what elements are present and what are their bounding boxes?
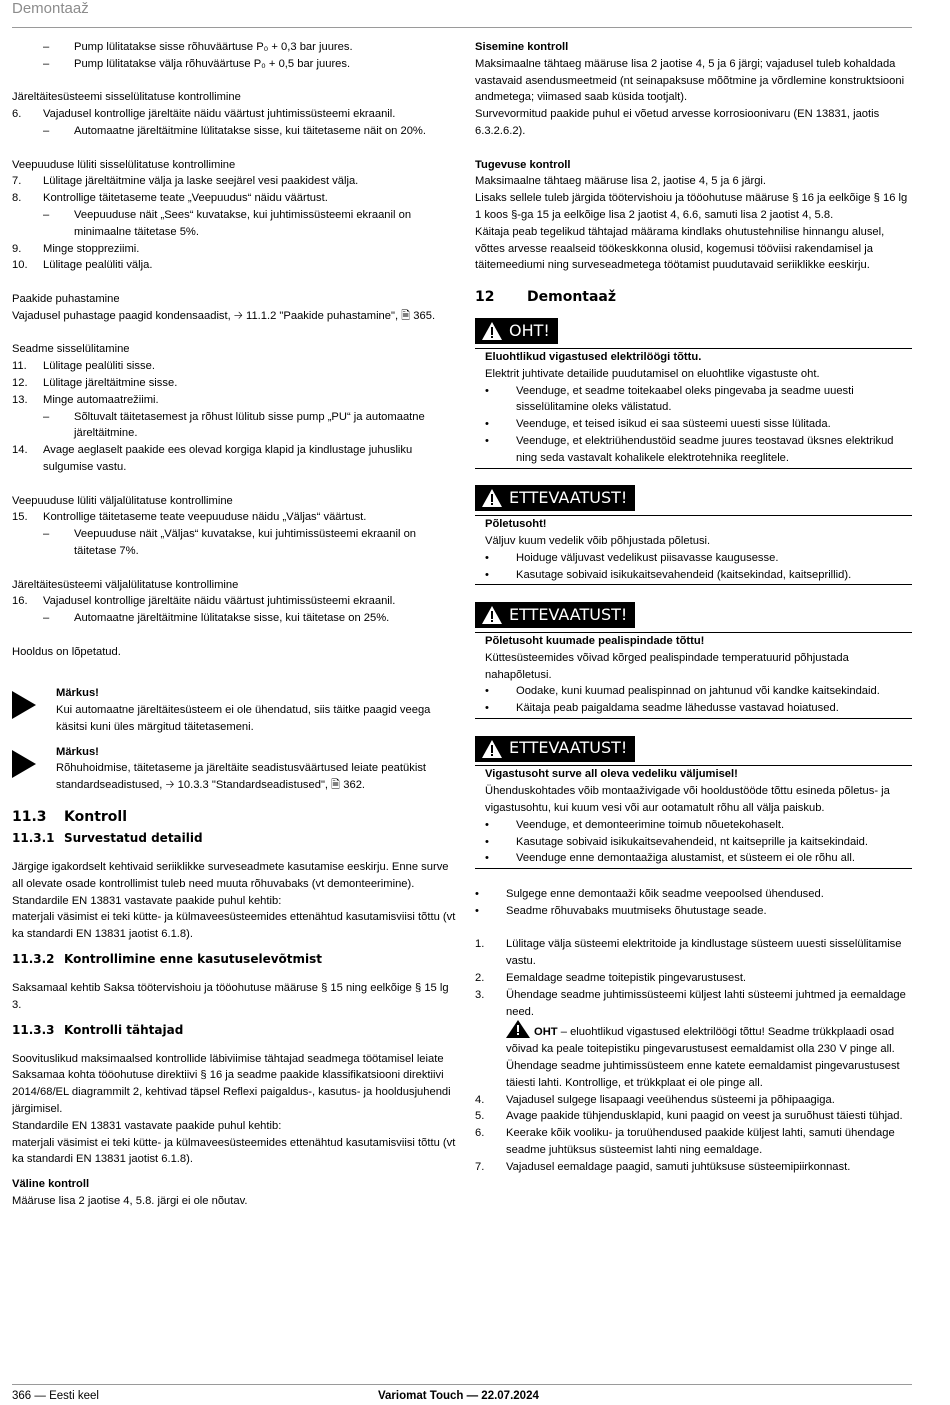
step-item: 3. Ühendage seadme juhtimissüsteemi küljest lahti süsteemi juhtmed ja eemaldage need. xyxy=(475,988,906,1018)
warning-triangle-icon xyxy=(481,605,503,625)
warning-text: Väljuv kuum vedelik võib põhjustada põletusi. xyxy=(485,534,711,547)
list-item: – Pump lülitatakse sisse rõhuväärtuse P₀ + 0,3 bar juures. xyxy=(43,41,353,53)
section-heading: 11.3 Kontroll xyxy=(12,809,127,826)
paragraph: materjali väsimist ei teki kütte- ja külmaveesüsteemides ettenähtud kasutamisviisi tõttu (vt ka standardi EN 13831 jaotist 6.1.8). xyxy=(12,911,456,941)
paragraph: Maksimaalne tähtaeg määruse lisa 2, jaotise 4, 5 ja 6 järgi. xyxy=(475,175,767,188)
step-item: 12. Lülitage järeltäitmine sisse. xyxy=(12,376,178,389)
section-heading: 12 Demontaaž xyxy=(475,289,617,306)
list-item: • Kasutage sobivaid isikukaitsevahendeid (kaitsekindad, kaitseprillid). xyxy=(485,568,852,581)
step-item: 11. Lülitage pealüliti sisse. xyxy=(12,360,155,373)
list-item: • Veenduge, et demonteerimine toimub nõuetekohaselt. xyxy=(485,818,785,831)
list-item: • Veenduge, et elektriühendustöid seadme juures teostavad üksnes elektrikud ning seda vastavalt kohalikele elektrotehnika reeglitele. xyxy=(485,434,894,464)
warning-text: Elektrit juhtivate detailide puudutamisel on eluohtlike vigastuste oht. xyxy=(485,367,820,380)
subsection-heading: 11.3.3 Kontrolli tähtajad xyxy=(12,1022,184,1037)
caution-warning-block xyxy=(475,485,912,585)
list-item: – Veepuuduse näit „Sees“ kuvatakse, kui juhtimissüsteemi ekraanil on minimaalne täitetase 5%. xyxy=(43,208,412,238)
warning-triangle-icon xyxy=(506,1020,530,1038)
step-item: 16. Vajadusel kontrollige järeltäite näidu väärtust juhtimissüsteemi ekraanil. xyxy=(12,595,396,608)
warning-label: ETTEVAATUST! xyxy=(475,485,635,511)
step-item: 2. Eemaldage seadme toitepistik pingevarustusest. xyxy=(475,972,747,985)
maintenance-done-text: Hooldus on lõpetatud. xyxy=(12,645,121,658)
step-item: 5. Avage paakide tühjendusklapid, kuni paagid on veest ja suruõhust täiesti tühjad. xyxy=(475,1110,903,1123)
subheading: Sisemine kontroll xyxy=(475,41,569,53)
note-text: Rõhuhoidmise, täitetaseme ja järeltäite seadistusväärtused leiate peatükist standardseadistused, 🡢 10.3.3 "Standardseadistused", 🗎 362. xyxy=(56,762,427,792)
warning-title: Eluohtlikud vigastused elektrilöögi tõttu. xyxy=(485,350,702,363)
step-item: 14. Avage aeglaselt paakide ees olevad korgiga klapid ja kindlustage juhusliku sulgumise vastu. xyxy=(12,444,413,473)
list-item: • Veenduge enne demontaažiga alustamist, et süsteem ei ole rõhu all. xyxy=(485,852,855,865)
subsection-heading: 11.3.2 Kontrollimine enne kasutuselevõtmist xyxy=(12,952,323,967)
list-item: • Sulgege enne demontaaži kõik seadme veepoolsed ühendused. xyxy=(475,888,824,901)
step-item: 10. Lülitage pealüliti välja. xyxy=(12,259,153,272)
cross-reference: Vajadusel puhastage paagid kondensaadist, 🡢 11.1.2 "Paakide puhastamine", 🗎 365. xyxy=(12,309,436,322)
link-arrow-icon: 🡢 xyxy=(165,779,175,792)
paragraph: Määruse lisa 2 jaotise 4, 5.8. järgi ei ole nõutav. xyxy=(12,1195,248,1208)
warning-label: OHT! xyxy=(475,318,558,344)
subheading: Väline kontroll xyxy=(12,1178,90,1191)
warning-triangle-icon xyxy=(481,321,503,341)
subheading: Seadme sisselülitamine xyxy=(12,343,130,356)
link-arrow-icon: 🡢 xyxy=(233,309,243,322)
list-item: • Veenduge, et teised isikud ei saa süsteemi uuesti sisse lülitada. xyxy=(485,418,831,431)
list-item: – Veepuuduse näit „Väljas“ kuvatakse, kui juhtimissüsteemi ekraanil on täitetase 7%. xyxy=(43,528,417,557)
list-item: • Käitaja peab paigaldama seadme lähedusse vastavad hoiatused. xyxy=(485,702,839,715)
step-item: 6. Vajadusel kontrollige järeltäite näidu väärtust juhtimissüsteemi ekraanil. xyxy=(12,108,396,121)
subheading: Järeltäitesüsteemi sisselülitatuse kontrollimine xyxy=(12,91,241,104)
subheading: Tugevuse kontroll xyxy=(475,158,571,171)
subheading: Veepuuduse lüliti sisselülitatuse kontrollimine xyxy=(12,158,236,171)
caution-warning-block xyxy=(475,736,912,870)
left-column xyxy=(12,39,457,1210)
warning-label: ETTEVAATUST! xyxy=(475,602,635,628)
warning-title: Põletusoht! xyxy=(485,518,547,531)
paragraph: Käitaja peab tegelikud tähtajad määrama kindlaks ohutustehnilise hinnangu alusel, võttes arvesse reaalseid töökeskkonna olusid, kogemusi tööviisi rakendamisel ja täitemeediumi ning surveseadmetega töötamist puudutavaid seriiklikke eeskirju. xyxy=(475,225,885,272)
danger-warning-block xyxy=(475,318,912,468)
warning-text: Ühenduskohtades võib montaaživigade või hooldustööde tõttu esineda põletus- ja vigastusohtu, kui kuum vesi või aur ootamatult rõhu all välja paiskub. xyxy=(485,785,890,815)
header-divider xyxy=(12,27,912,28)
note-block xyxy=(12,685,457,735)
list-item: – Automaatne järeltäitmine lülitatakse sisse, kui täitetaseme näit on 20%. xyxy=(43,124,426,137)
inline-warning: OHT – eluohtlikud vigastused elektrilöögi tõttu! Seadme trükkplaadi osad võivad ka peale toitepistiku pingevarustusest eemaldamist olla 230 V pinge all. Ühendage seadme juhtimissüsteem enne katete eemaldamist pingevarustusest täiesti lahti. Kontrollige, et trükkplaat ei ole pinge all. xyxy=(475,1020,912,1091)
step-item: 7. Lülitage järeltäitmine välja ja laske seejärel vesi paakidest välja. xyxy=(12,175,359,188)
xref-link[interactable]: 11.1.2 "Paakide puhastamine", xyxy=(246,309,399,322)
footer-divider xyxy=(12,1384,912,1385)
note-arrow-icon xyxy=(12,691,36,719)
list-item: – Pump lülitatakse välja rõhuväärtuse P₀ + 0,5 bar juures. xyxy=(43,57,351,70)
warning-triangle-icon xyxy=(481,739,503,759)
subsection-heading: 11.3.1 Survestatud detailid xyxy=(12,831,203,846)
step-item: 15. Kontrollige täitetaseme teate veepuuduse näidu „Väljas“ väärtust. xyxy=(12,511,367,524)
paragraph: Standardile EN 13831 vastavate paakide puhul kehtib: xyxy=(12,1119,282,1132)
note-text: Kui automaatne järeltäitesüsteem ei ole ühendatud, siis täitke paagid veega käsitsi kuni üles märgitud täitetasemeni. xyxy=(56,704,431,733)
page-ref-link[interactable]: 362. xyxy=(343,779,366,792)
subheading: Järeltäitesüsteemi väljalülitatuse kontrollimine xyxy=(12,578,239,591)
warning-text: Küttesüsteemides võivad kõrged pealispindade temperatuurid põhjustada nahapõletusi. xyxy=(485,651,849,681)
list-item: • Oodake, kuni kuumad pealispinnad on jahtunud või kandke kaitsekindaid. xyxy=(485,685,880,698)
step-item: 9. Minge stoppreziimi. xyxy=(12,242,140,255)
page-icon: 🗎 xyxy=(331,779,341,792)
subheading: Veepuuduse lüliti väljalülitatuse kontrollimine xyxy=(12,494,233,507)
list-item: • Kasutage sobivaid isikukaitsevahendeid, nt kaitseprille ja kaitsekindaid. xyxy=(485,835,868,848)
warning-title: Vigastusoht surve all oleva vedeliku väljumisel! xyxy=(485,768,738,781)
list-item: • Seadme rõhuvabaks muutmiseks õhutustage seade. xyxy=(475,904,767,917)
paragraph: materjali väsimist ei teki kütte- ja külmaveesüsteemides ettenähtud kasutamisviisi tõttu (vt ka standardi EN 13831 jaotist 6.1.8). xyxy=(12,1136,456,1166)
subheading: Paakide puhastamine xyxy=(12,292,120,305)
step-item: 4. Vajadusel sulgege lisapaagi veeühendus süsteemi ja põhipaagiga. xyxy=(475,1093,835,1106)
page-ref-link[interactable]: 365. xyxy=(413,309,436,322)
paragraph: Maksimaalne tähtaeg määruse lisa 2 jaotise 4, 5 ja 6 järgi; vajadusel tuleb kohaldada vastavaid asendusmeetmeid (nt seinapaksuse mõõtmine ja võrdlemine konstruktsiooni andmetega; viimased saab küsida tootjalt). xyxy=(475,57,905,104)
warning-title: Põletusoht kuumade pealispindade tõttu! xyxy=(485,634,705,647)
warning-label: ETTEVAATUST! xyxy=(475,736,635,762)
note-title: Märkus! xyxy=(56,687,99,700)
list-item: – Sõltuvalt täitetasemest ja rõhust lülitub sisse pump „PU“ ja automaatne järeltäitmine. xyxy=(43,410,425,440)
note-arrow-icon xyxy=(12,750,36,778)
right-column xyxy=(475,39,912,1176)
list-item: • Veenduge, et seadme toitekaabel oleks pingevaba ja seadme uuesti sisselülitamine oleks välistatud. xyxy=(485,384,854,414)
warning-triangle-icon xyxy=(481,488,503,508)
step-item: 13. Minge automaatrežiimi. xyxy=(12,393,159,406)
paragraph: Soovituslikud maksimaalsed kontrollide läbiviimise tähtajad seadmega töötamisel leiate Saksamaa kohta tööohutuse direktiivi § 16 ja seadme paakide klassifikatsiooni direktiivi 2014/68/EL diagrammilt 2, kehtivad täpsel Reflexi paigaldus-, kasutus- ja hooldusjuhendi järgimisel. xyxy=(12,1052,451,1116)
paragraph: Survevormitud paakide puhul ei võetud arvesse korrosioonivaru (EN 13831, jaotis 6.3.2.6.2). xyxy=(475,108,880,137)
note-title: Märkus! xyxy=(56,745,99,758)
paragraph: Lisaks sellele tuleb järgida töötervishoiu ja tööohutuse määruse § 16 ja eelkõige § 16 lg 1 koos §-ga 15 ja eelkõige lisa 2 jaotist 4, 6.6, samuti lisa 2 jaotist 4, 5.8. xyxy=(475,192,908,221)
step-item: 1. Lülitage välja süsteemi elektritoide ja kindlustage süsteem uuesti sisselülitamise vastu. xyxy=(475,938,902,968)
step-item: 7. Vajadusel eemaldage paagid, samuti juhtüksuse süsteemipiirkonnast. xyxy=(475,1160,851,1173)
list-item: • Hoiduge väljuvast vedelikust piisavasse kaugusesse. xyxy=(485,551,779,564)
footer-doc-info: Variomat Touch — 22.07.2024 xyxy=(378,1390,539,1402)
xref-link[interactable]: 10.3.3 "Standardseadistused", xyxy=(177,779,329,792)
list-item: – Automaatne järeltäitmine lülitatakse sisse, kui täitetase on 25%. xyxy=(43,612,390,625)
footer-page-info: 366 — Eesti keel xyxy=(12,1390,99,1402)
note-block xyxy=(12,744,457,794)
step-item: 6. Keerake kõik vooliku- ja toruühendused paakide küljest lahti, samuti ühendage seadme juhtüksus süsteemist lahti ning eemaldage. xyxy=(475,1127,895,1157)
page-header-title: Demontaaž xyxy=(12,0,89,17)
paragraph: Saksamaal kehtib Saksa töötervishoiu ja tööohutuse määruse § 15 ning eelkõige § 15 lg 3. xyxy=(12,982,449,1011)
paragraph: Standardile EN 13831 vastavate paakide puhul kehtib: xyxy=(12,894,282,907)
step-item: 8. Kontrollige täitetaseme teate „Veepuudus“ näidu väärtust. xyxy=(12,192,328,205)
page-icon: 🗎 xyxy=(401,309,411,322)
paragraph: Järgige igakordselt kehtivaid seriiklikke surveseadmete kasutamise eeskirju. Enne surve all olevate osade kontrollimist tuleb need muuta rõhuvabaks (vt demonteerimine). xyxy=(12,861,449,890)
caution-warning-block xyxy=(475,602,912,719)
